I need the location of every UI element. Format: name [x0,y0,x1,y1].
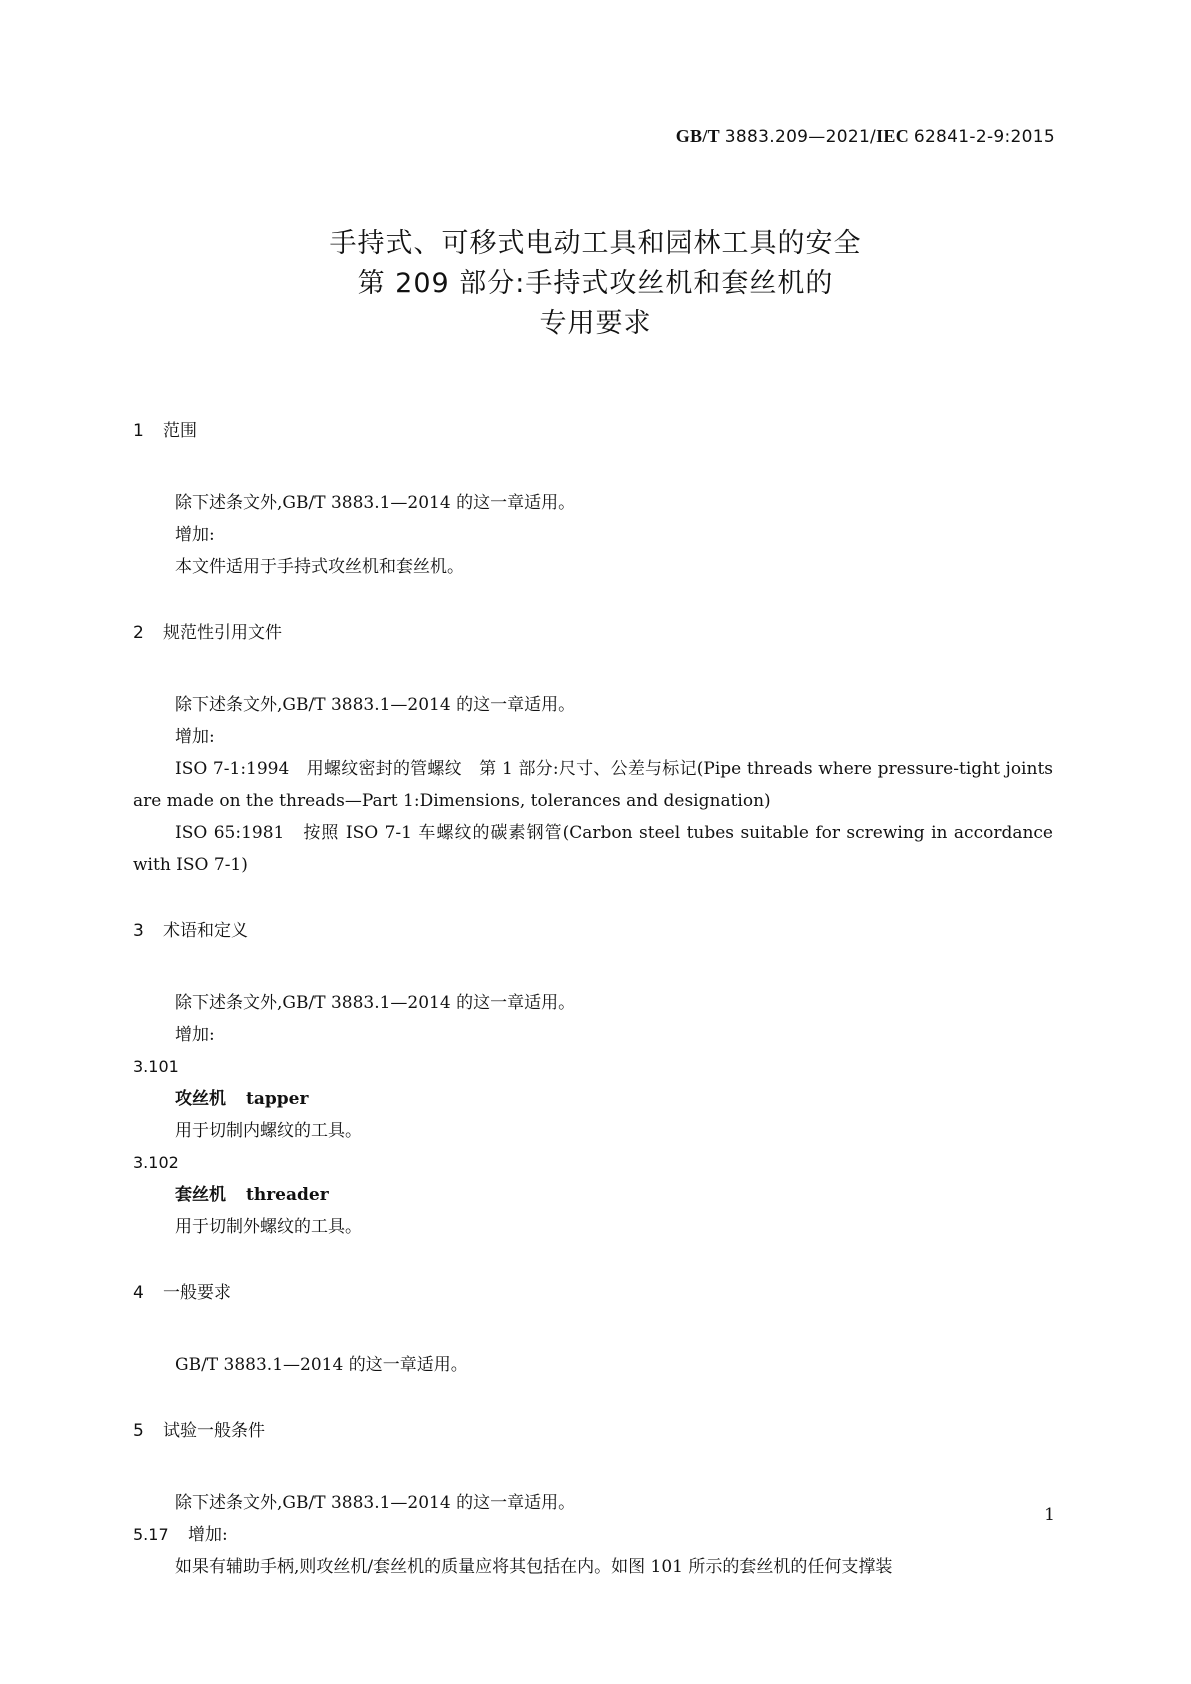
term-definition: 用于切制内螺纹的工具。 [175,1121,362,1141]
term-chinese: 套丝机 [175,1185,226,1205]
term-chinese: 攻丝机 [175,1089,226,1109]
section-number: 2 [133,623,144,643]
section-number: 4 [133,1283,144,1303]
section-number: 1 [133,421,144,441]
clause-number: 5.17 [133,1525,169,1544]
reference-iso-7-1: ISO 7-1:1994 用螺纹密封的管螺纹 第 1 部分:尺寸、公差与标记(Pipe threads where pressure-tight joints are made on the threads—Part 1:Dimensions, tolerances and designation) [133,759,1053,811]
paragraph: 增加: [175,727,215,747]
term-english: threader [246,1185,329,1205]
term-entry [133,1179,1053,1211]
document-body [133,415,1053,1583]
std-code-prefix: GB/T [675,126,720,146]
title-line-3: 专用要求 [539,308,652,339]
std-code-iec: IEC [876,126,910,146]
clause-text: 增加: [188,1525,228,1545]
section-title: 规范性引用文件 [163,623,282,643]
term-entry [133,1083,1053,1115]
term-number: 3.102 [133,1153,179,1172]
paragraph: GB/T 3883.1—2014 的这一章适用。 [175,1355,468,1375]
title-line-2: 第 209 部分:手持式攻丝机和套丝机的 [357,268,834,299]
document-title [0,224,1191,344]
section-title: 范围 [163,421,197,441]
paragraph: 除下述条文外,GB/T 3883.1—2014 的这一章适用。 [175,493,576,513]
page-number: 1 [1044,1505,1055,1525]
std-code-number: 3883.209—2021/ [724,127,877,147]
section-title: 术语和定义 [163,921,248,941]
section-4-heading [133,1277,1053,1309]
section-2-heading [133,617,1053,649]
title-line-1: 手持式、可移式电动工具和园林工具的安全 [329,228,862,259]
paragraph: 除下述条文外,GB/T 3883.1—2014 的这一章适用。 [175,1493,576,1513]
term-number: 3.101 [133,1057,179,1076]
std-code-iec-number: 62841-2-9:2015 [913,127,1055,147]
section-5-heading [133,1415,1053,1447]
paragraph: 增加: [175,525,215,545]
section-number: 3 [133,921,144,941]
paragraph: 除下述条文外,GB/T 3883.1—2014 的这一章适用。 [175,993,576,1013]
paragraph: 除下述条文外,GB/T 3883.1—2014 的这一章适用。 [175,695,576,715]
standard-code-header [676,126,1055,147]
term-english: tapper [246,1089,309,1109]
paragraph: 如果有辅助手柄,则攻丝机/套丝机的质量应将其包括在内。如图 101 所示的套丝机的任何支撑装 [175,1557,893,1577]
section-3-heading [133,915,1053,947]
section-number: 5 [133,1421,144,1441]
term-definition: 用于切制外螺纹的工具。 [175,1217,362,1237]
reference-iso-65: ISO 65:1981 按照 ISO 7-1 车螺纹的碳素钢管(Carbon steel tubes suitable for screwing in accordance with ISO 7-1) [133,823,1053,875]
section-title: 试验一般条件 [163,1421,265,1441]
section-1-heading [133,415,1053,447]
paragraph: 本文件适用于手持式攻丝机和套丝机。 [175,557,464,577]
clause-5-17 [133,1519,1053,1551]
section-title: 一般要求 [163,1283,231,1303]
paragraph: 增加: [175,1025,215,1045]
